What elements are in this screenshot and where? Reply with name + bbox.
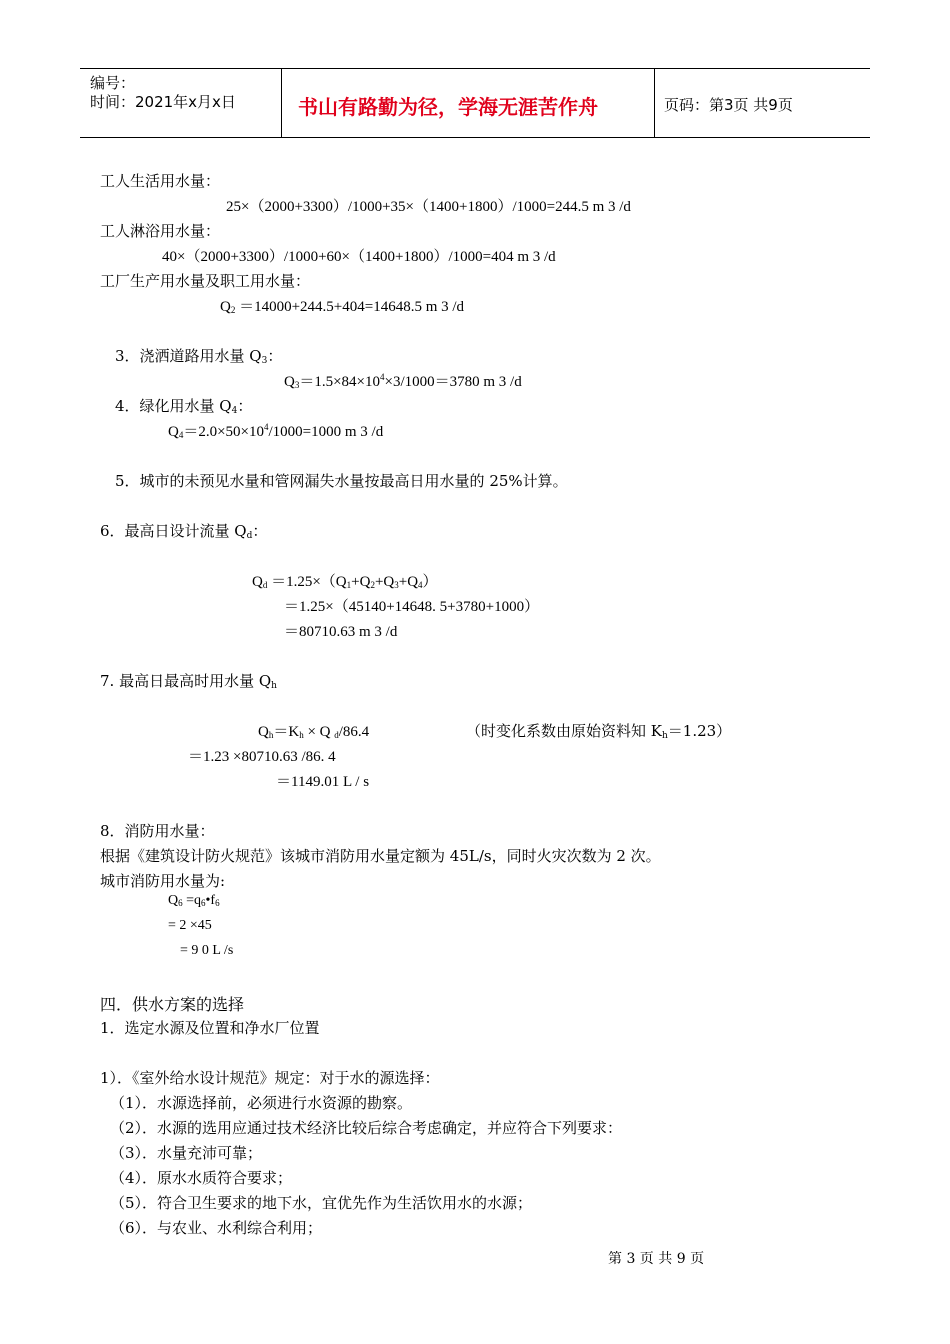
formula-note: （时变化系数由原始资料知 $K_h=1.23$） (466, 722, 732, 741)
section-6: 6．最高日设计流量 $Q_d$： (100, 522, 268, 541)
formula-q6: $Q_6$ $=q_6•f_6$ (168, 893, 220, 908)
formula-qh: $Q_h=K_h \times Q$ $_d$/86.4 (258, 724, 370, 740)
text-line: 工厂生产用水量及职工用水量： (100, 272, 311, 290)
list-item: （3）．水量充沛可靠； (110, 1144, 263, 1162)
text-line: 工人淋浴用水量： (100, 222, 221, 240)
subsection-heading: 1．选定水源及位置和净水厂位置 (100, 1019, 320, 1037)
formula-line: = 9 0 L /s (180, 943, 234, 958)
footer-page-number: 第 3 页 共 9 页 (608, 1251, 705, 1267)
formula-line: ＝1.25×（45140+14648. 5+3780+1000） (284, 599, 540, 615)
header-divider (654, 69, 655, 137)
formula-line: 40×（2000+3300）/1000+60×（1400+1800）/1000=404 m 3 /d (162, 249, 556, 265)
header-motto: 书山有路勤为径，学海无涯苦作舟 (298, 95, 598, 119)
list-item: （1）．水源选择前，必须进行水资源的勘察。 (110, 1094, 413, 1112)
section-heading: 四．供水方案的选择 (100, 995, 245, 1014)
list-item: （2）．水源的选用应通过技术经济比较后综合考虑确定，并应符合下列要求： (110, 1119, 623, 1137)
section-3: 3．浇洒道路用水量 $Q_3$： (115, 347, 283, 366)
section-8: 8．消防用水量： (100, 822, 215, 840)
list-item: （5）．符合卫生要求的地下水，宜优先作为生活饮用水的水源； (110, 1194, 533, 1212)
list-item: （6）．与农业、水利综合利用； (110, 1219, 323, 1237)
formula-line: = 2 ×45 (168, 918, 212, 933)
formula-line: 25×（2000+3300）/1000+35×（1400+1800）/1000=244.5 m 3 /d (226, 199, 631, 215)
formula-q4: $Q_4=2.0\times 50\times 10^4/1000=1000$ m 3 /d (168, 422, 384, 440)
formula-line: ＝1.23 ×80710.63 /86. 4 (188, 749, 336, 765)
section-5: 5．城市的未预见水量和管网漏失水量按最高日用水量的 25%计算。 (115, 472, 568, 490)
header-divider (281, 69, 282, 137)
header-code: 编号： (90, 74, 136, 92)
formula-qd: $Q_d =1.25\times(Q_1+Q_2+Q_3+Q_4)$ (252, 574, 438, 590)
section-7: 7. 最高日最高时用水量 $Q_h$ (100, 672, 277, 691)
text-line: 城市消防用水量为: (100, 872, 226, 890)
formula-q3: $Q_3=1.5\times 84\times 10^4\times 3/1000=3780$ m 3 /d (284, 372, 522, 390)
formula-line: ＝80710.63 m 3 /d (284, 624, 398, 640)
text-line: 根据《建筑设计防火规范》该城市消防用水量定额为 45L/s，同时火灾次数为 2 次。 (100, 847, 661, 865)
text-line: 工人生活用水量： (100, 172, 221, 190)
section-4: 4．绿化用水量 $Q_4$： (115, 397, 253, 416)
list-item: （4）．原水水质符合要求； (110, 1169, 293, 1187)
formula-line: ＝1149.01 L / s (276, 774, 370, 790)
header-time: 时间：2021年x月x日 (90, 93, 236, 111)
header-page: 页码：第3页 共9页 (664, 96, 793, 114)
formula-q2: $Q_2 =14000+244.5+404=14648.5$ m 3 /d (220, 299, 465, 315)
list-item: 1）．《室外给水设计规范》规定：对于水的源选择： (100, 1069, 440, 1087)
